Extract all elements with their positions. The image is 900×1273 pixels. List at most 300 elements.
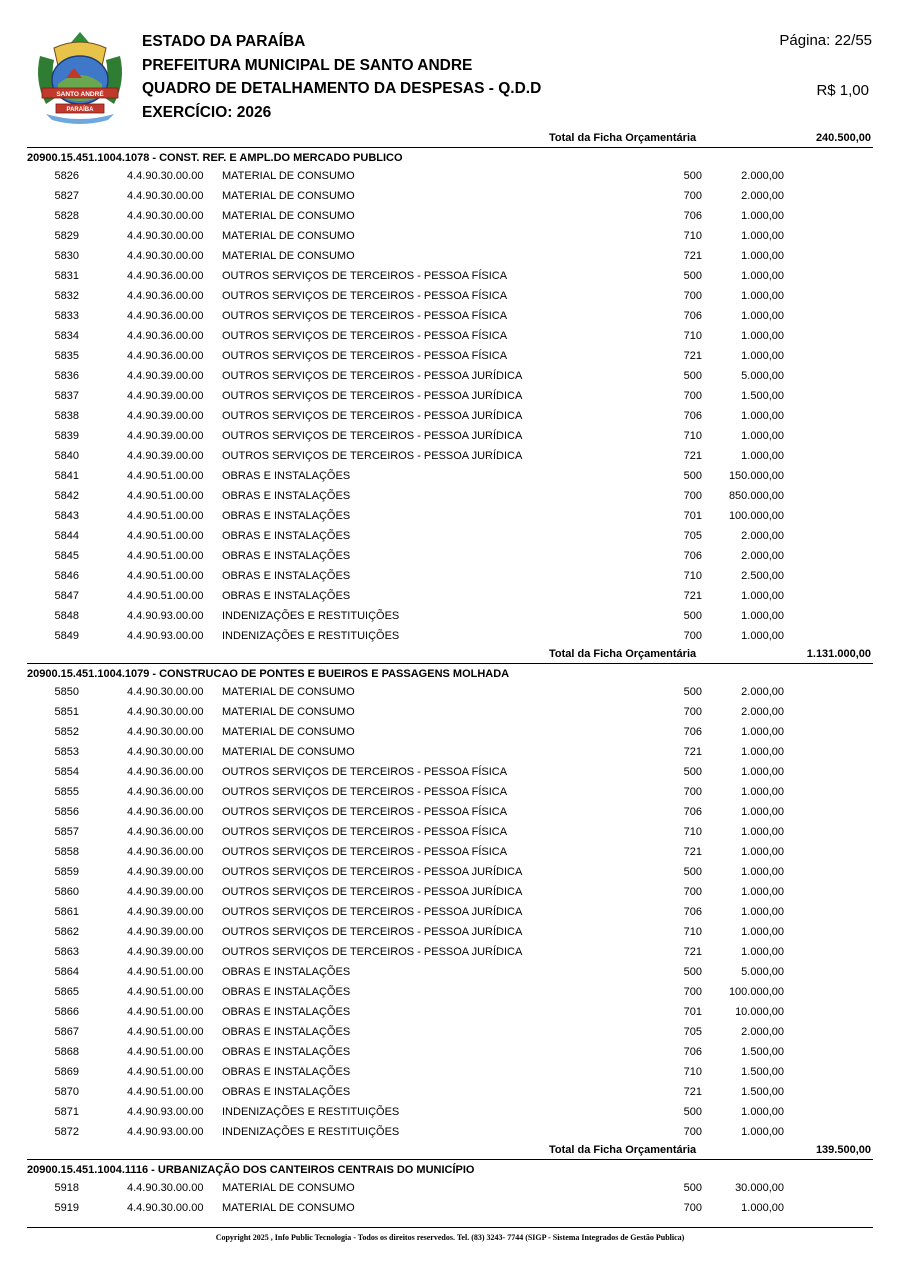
expense-description: OUTROS SERVIÇOS DE TERCEIROS - PESSOA JURÍDICA	[222, 866, 523, 878]
record-number: 5836	[54, 370, 79, 382]
expense-description: MATERIAL DE CONSUMO	[222, 230, 355, 242]
resource-source: 700	[683, 1202, 702, 1214]
amount-value: 1.000,00	[741, 1126, 784, 1138]
amount-value: 1.500,00	[741, 1066, 784, 1078]
table-row	[27, 446, 873, 466]
amount-value: 150.000,00	[728, 470, 784, 482]
table-row	[27, 962, 873, 982]
resource-source: 700	[683, 886, 702, 898]
amount-value: 1.000,00	[741, 726, 784, 738]
table-row	[27, 842, 873, 862]
record-number: 5850	[54, 686, 79, 698]
expense-code: 4.4.90.36.00.00	[127, 786, 204, 798]
amount-value: 1.000,00	[741, 1202, 784, 1214]
record-number: 5864	[54, 966, 79, 978]
table-row	[27, 942, 873, 962]
table-row	[27, 902, 873, 922]
total-label: Total da Ficha Orçamentária	[549, 132, 697, 144]
expense-code: 4.4.90.36.00.00	[127, 806, 204, 818]
expense-description: MATERIAL DE CONSUMO	[222, 210, 355, 222]
resource-source: 721	[683, 350, 702, 362]
amount-value: 1.000,00	[741, 410, 784, 422]
record-number: 5856	[54, 806, 79, 818]
section-header	[27, 664, 873, 682]
record-number: 5838	[54, 410, 79, 422]
amount-value: 1.000,00	[741, 766, 784, 778]
expense-code: 4.4.90.36.00.00	[127, 766, 204, 778]
currency-unit: R$ 1,00	[816, 82, 869, 99]
svg-text:PARAÍBA: PARAÍBA	[66, 107, 94, 113]
expense-code: 4.4.90.30.00.00	[127, 1182, 204, 1194]
expense-description: OBRAS E INSTALAÇÕES	[222, 590, 351, 602]
expense-description: OBRAS E INSTALAÇÕES	[222, 550, 351, 562]
expense-description: OUTROS SERVIÇOS DE TERCEIROS - PESSOA FÍSICA	[222, 766, 508, 778]
amount-value: 10.000,00	[735, 1006, 784, 1018]
resource-source: 706	[683, 310, 702, 322]
amount-value: 30.000,00	[735, 1182, 784, 1194]
record-number: 5843	[54, 510, 79, 522]
table-row	[27, 206, 873, 226]
table-row	[27, 466, 873, 486]
section-title: 20900.15.451.1004.1116 - URBANIZAÇÃO DOS CANTEIROS CENTRAIS DO MUNICÍPIO	[27, 1164, 475, 1176]
expense-description: OBRAS E INSTALAÇÕES	[222, 1066, 351, 1078]
record-number: 5861	[54, 906, 79, 918]
amount-value: 100.000,00	[728, 510, 784, 522]
amount-value: 1.500,00	[741, 390, 784, 402]
resource-source: 721	[683, 590, 702, 602]
record-number: 5870	[54, 1086, 79, 1098]
amount-value: 2.000,00	[741, 550, 784, 562]
resource-source: 500	[683, 270, 702, 282]
amount-value: 2.500,00	[741, 570, 784, 582]
record-number: 5831	[54, 270, 79, 282]
record-number: 5849	[54, 630, 79, 642]
expense-description: MATERIAL DE CONSUMO	[222, 686, 355, 698]
expense-code: 4.4.90.39.00.00	[127, 430, 204, 442]
section-header	[27, 1160, 873, 1178]
section-header	[27, 148, 873, 166]
expense-code: 4.4.90.39.00.00	[127, 370, 204, 382]
expense-description: OUTROS SERVIÇOS DE TERCEIROS - PESSOA JURÍDICA	[222, 906, 523, 918]
record-number: 5868	[54, 1046, 79, 1058]
table-row	[27, 286, 873, 306]
resource-source: 500	[683, 170, 702, 182]
resource-source: 706	[683, 726, 702, 738]
expense-description: OUTROS SERVIÇOS DE TERCEIROS - PESSOA JURÍDICA	[222, 430, 523, 442]
table-row	[27, 742, 873, 762]
resource-source: 706	[683, 410, 702, 422]
record-number: 5863	[54, 946, 79, 958]
table-row	[27, 682, 873, 702]
expense-description: OUTROS SERVIÇOS DE TERCEIROS - PESSOA JURÍDICA	[222, 926, 523, 938]
table-row	[27, 1082, 873, 1102]
amount-value: 1.000,00	[741, 886, 784, 898]
expense-description: OBRAS E INSTALAÇÕES	[222, 470, 351, 482]
expense-code: 4.4.90.30.00.00	[127, 746, 204, 758]
record-number: 5871	[54, 1106, 79, 1118]
expense-code: 4.4.90.30.00.00	[127, 726, 204, 738]
municipal-crest-logo	[28, 26, 132, 126]
expense-description: OBRAS E INSTALAÇÕES	[222, 966, 351, 978]
expense-description: INDENIZAÇÕES E RESTITUIÇÕES	[222, 1106, 400, 1118]
amount-value: 1.500,00	[741, 1086, 784, 1098]
amount-value: 1.000,00	[741, 350, 784, 362]
expense-description: OBRAS E INSTALAÇÕES	[222, 510, 351, 522]
expense-code: 4.4.90.36.00.00	[127, 290, 204, 302]
resource-source: 700	[683, 986, 702, 998]
table-row	[27, 366, 873, 386]
resource-source: 706	[683, 906, 702, 918]
resource-source: 721	[683, 250, 702, 262]
record-number: 5846	[54, 570, 79, 582]
amount-value: 2.000,00	[741, 170, 784, 182]
expense-code: 4.4.90.39.00.00	[127, 926, 204, 938]
resource-source: 701	[683, 1006, 702, 1018]
footer-divider	[27, 1227, 873, 1228]
section-title: 20900.15.451.1004.1079 - CONSTRUCAO DE PONTES E BUEIROS E PASSAGENS MOLHADA	[27, 668, 510, 680]
record-number: 5857	[54, 826, 79, 838]
report-title-block	[142, 30, 541, 124]
table-row	[27, 722, 873, 742]
amount-value: 1.000,00	[741, 866, 784, 878]
record-number: 5827	[54, 190, 79, 202]
resource-source: 706	[683, 806, 702, 818]
table-row	[27, 166, 873, 186]
expense-description: OBRAS E INSTALAÇÕES	[222, 570, 351, 582]
resource-source: 721	[683, 1086, 702, 1098]
expense-code: 4.4.90.39.00.00	[127, 946, 204, 958]
amount-value: 1.000,00	[741, 610, 784, 622]
footer-copyright: Copyright 2025 , Info Public Tecnologia - Todos os direitos reservedos. Tel. (83) 3243- 7744 (SIGP - Sistema Integrados de Gestão Publica)	[215, 1233, 685, 1242]
total-value: 139.500,00	[815, 1144, 871, 1156]
expense-description: OUTROS SERVIÇOS DE TERCEIROS - PESSOA FÍSICA	[222, 846, 508, 858]
record-number: 5834	[54, 330, 79, 342]
resource-source: 706	[683, 210, 702, 222]
amount-value: 1.000,00	[741, 786, 784, 798]
amount-value: 1.000,00	[741, 926, 784, 938]
table-row	[27, 1062, 873, 1082]
expense-code: 4.4.90.36.00.00	[127, 350, 204, 362]
amount-value: 850.000,00	[728, 490, 784, 502]
expense-description: MATERIAL DE CONSUMO	[222, 190, 355, 202]
table-row	[27, 1042, 873, 1062]
resource-source: 721	[683, 746, 702, 758]
amount-value: 1.000,00	[741, 210, 784, 222]
budget-detail-table	[27, 130, 873, 1218]
expense-code: 4.4.90.36.00.00	[127, 846, 204, 858]
expense-code: 4.4.90.30.00.00	[127, 170, 204, 182]
expense-description: OBRAS E INSTALAÇÕES	[222, 1086, 351, 1098]
expense-code: 4.4.90.51.00.00	[127, 966, 204, 978]
expense-description: INDENIZAÇÕES E RESTITUIÇÕES	[222, 630, 400, 642]
amount-value: 2.000,00	[741, 706, 784, 718]
expense-code: 4.4.90.36.00.00	[127, 330, 204, 342]
resource-source: 500	[683, 470, 702, 482]
amount-value: 1.000,00	[741, 310, 784, 322]
amount-value: 100.000,00	[728, 986, 784, 998]
record-number: 5867	[54, 1026, 79, 1038]
amount-value: 1.000,00	[741, 806, 784, 818]
record-number: 5866	[54, 1006, 79, 1018]
expense-code: 4.4.90.51.00.00	[127, 590, 204, 602]
resource-source: 710	[683, 826, 702, 838]
fiscal-year: EXERCÍCIO: 2026	[142, 103, 272, 121]
record-number: 5851	[54, 706, 79, 718]
total-label: Total da Ficha Orçamentária	[549, 648, 697, 660]
resource-source: 500	[683, 370, 702, 382]
expense-code: 4.4.90.39.00.00	[127, 866, 204, 878]
record-number: 5828	[54, 210, 79, 222]
resource-source: 700	[683, 490, 702, 502]
table-row	[27, 526, 873, 546]
table-row	[27, 702, 873, 722]
expense-description: OUTROS SERVIÇOS DE TERCEIROS - PESSOA JURÍDICA	[222, 390, 523, 402]
table-row	[27, 1102, 873, 1122]
amount-value: 5.000,00	[741, 966, 784, 978]
amount-value: 1.000,00	[741, 250, 784, 262]
table-row	[27, 246, 873, 266]
record-number: 5862	[54, 926, 79, 938]
budget-total-row	[27, 130, 873, 148]
table-row	[27, 862, 873, 882]
record-number: 5860	[54, 886, 79, 898]
expense-code: 4.4.90.51.00.00	[127, 1006, 204, 1018]
table-row	[27, 762, 873, 782]
resource-source: 705	[683, 530, 702, 542]
expense-description: OUTROS SERVIÇOS DE TERCEIROS - PESSOA FÍSICA	[222, 826, 508, 838]
resource-source: 700	[683, 630, 702, 642]
budget-total-row	[27, 1142, 873, 1160]
resource-source: 706	[683, 550, 702, 562]
resource-source: 700	[683, 786, 702, 798]
record-number: 5848	[54, 610, 79, 622]
table-row	[27, 546, 873, 566]
table-row	[27, 1002, 873, 1022]
amount-value: 1.000,00	[741, 746, 784, 758]
expense-code: 4.4.90.30.00.00	[127, 686, 204, 698]
table-row	[27, 586, 873, 606]
table-row	[27, 346, 873, 366]
resource-source: 700	[683, 190, 702, 202]
expense-description: OUTROS SERVIÇOS DE TERCEIROS - PESSOA JURÍDICA	[222, 450, 523, 462]
amount-value: 1.000,00	[741, 230, 784, 242]
expense-code: 4.4.90.51.00.00	[127, 570, 204, 582]
expense-description: OUTROS SERVIÇOS DE TERCEIROS - PESSOA FÍSICA	[222, 310, 508, 322]
svg-text:SANTO ANDRÉ: SANTO ANDRÉ	[56, 91, 104, 98]
expense-description: OUTROS SERVIÇOS DE TERCEIROS - PESSOA FÍSICA	[222, 330, 508, 342]
expense-description: MATERIAL DE CONSUMO	[222, 250, 355, 262]
amount-value: 5.000,00	[741, 370, 784, 382]
record-number: 5840	[54, 450, 79, 462]
expense-code: 4.4.90.93.00.00	[127, 1106, 204, 1118]
expense-description: OBRAS E INSTALAÇÕES	[222, 986, 351, 998]
amount-value: 1.000,00	[741, 290, 784, 302]
table-row	[27, 1198, 873, 1218]
expense-description: MATERIAL DE CONSUMO	[222, 746, 355, 758]
record-number: 5919	[54, 1202, 79, 1214]
resource-source: 705	[683, 1026, 702, 1038]
expense-code: 4.4.90.39.00.00	[127, 390, 204, 402]
amount-value: 2.000,00	[741, 190, 784, 202]
record-number: 5858	[54, 846, 79, 858]
expense-code: 4.4.90.51.00.00	[127, 550, 204, 562]
table-row	[27, 326, 873, 346]
resource-source: 721	[683, 846, 702, 858]
expense-code: 4.4.90.30.00.00	[127, 250, 204, 262]
total-value: 240.500,00	[815, 132, 871, 144]
record-number: 5852	[54, 726, 79, 738]
resource-source: 500	[683, 966, 702, 978]
expense-description: OUTROS SERVIÇOS DE TERCEIROS - PESSOA JURÍDICA	[222, 946, 523, 958]
amount-value: 1.000,00	[741, 270, 784, 282]
record-number: 5855	[54, 786, 79, 798]
expense-description: OBRAS E INSTALAÇÕES	[222, 530, 351, 542]
total-label: Total da Ficha Orçamentária	[549, 1144, 697, 1156]
expense-code: 4.4.90.51.00.00	[127, 490, 204, 502]
table-row	[27, 782, 873, 802]
amount-value: 1.500,00	[741, 1046, 784, 1058]
expense-description: MATERIAL DE CONSUMO	[222, 1182, 355, 1194]
amount-value: 1.000,00	[741, 846, 784, 858]
resource-source: 710	[683, 230, 702, 242]
record-number: 5841	[54, 470, 79, 482]
resource-source: 721	[683, 450, 702, 462]
expense-description: OUTROS SERVIÇOS DE TERCEIROS - PESSOA JURÍDICA	[222, 370, 523, 382]
expense-code: 4.4.90.39.00.00	[127, 410, 204, 422]
resource-source: 500	[683, 686, 702, 698]
expense-description: MATERIAL DE CONSUMO	[222, 170, 355, 182]
record-number: 5839	[54, 430, 79, 442]
resource-source: 700	[683, 706, 702, 718]
expense-code: 4.4.90.51.00.00	[127, 470, 204, 482]
expense-description: OBRAS E INSTALAÇÕES	[222, 1026, 351, 1038]
budget-total-row	[27, 646, 873, 664]
expense-code: 4.4.90.51.00.00	[127, 530, 204, 542]
resource-source: 710	[683, 570, 702, 582]
expense-code: 4.4.90.51.00.00	[127, 1046, 204, 1058]
expense-description: OBRAS E INSTALAÇÕES	[222, 490, 351, 502]
amount-value: 2.000,00	[741, 686, 784, 698]
resource-source: 710	[683, 926, 702, 938]
table-row	[27, 406, 873, 426]
record-number: 5844	[54, 530, 79, 542]
expense-description: OUTROS SERVIÇOS DE TERCEIROS - PESSOA FÍSICA	[222, 270, 508, 282]
record-number: 5869	[54, 1066, 79, 1078]
table-row	[27, 186, 873, 206]
resource-source: 700	[683, 290, 702, 302]
table-row	[27, 426, 873, 446]
resource-source: 500	[683, 1182, 702, 1194]
expense-code: 4.4.90.93.00.00	[127, 610, 204, 622]
table-row	[27, 386, 873, 406]
expense-description: MATERIAL DE CONSUMO	[222, 706, 355, 718]
amount-value: 1.000,00	[741, 630, 784, 642]
expense-description: INDENIZAÇÕES E RESTITUIÇÕES	[222, 1126, 400, 1138]
resource-source: 500	[683, 866, 702, 878]
amount-value: 1.000,00	[741, 330, 784, 342]
expense-code: 4.4.90.30.00.00	[127, 210, 204, 222]
amount-value: 1.000,00	[741, 590, 784, 602]
expense-code: 4.4.90.51.00.00	[127, 510, 204, 522]
expense-description: MATERIAL DE CONSUMO	[222, 1202, 355, 1214]
resource-source: 700	[683, 1126, 702, 1138]
amount-value: 1.000,00	[741, 946, 784, 958]
amount-value: 1.000,00	[741, 430, 784, 442]
record-number: 5826	[54, 170, 79, 182]
resource-source: 701	[683, 510, 702, 522]
record-number: 5845	[54, 550, 79, 562]
expense-code: 4.4.90.36.00.00	[127, 826, 204, 838]
table-row	[27, 266, 873, 286]
table-row	[27, 1178, 873, 1198]
page-header	[0, 0, 900, 130]
expense-description: OUTROS SERVIÇOS DE TERCEIROS - PESSOA FÍSICA	[222, 350, 508, 362]
table-row	[27, 982, 873, 1002]
expense-code: 4.4.90.30.00.00	[127, 706, 204, 718]
table-row	[27, 606, 873, 626]
resource-source: 710	[683, 330, 702, 342]
state-name: ESTADO DA PARAÍBA	[142, 33, 306, 50]
resource-source: 710	[683, 430, 702, 442]
record-number: 5918	[54, 1182, 79, 1194]
record-number: 5842	[54, 490, 79, 502]
resource-source: 700	[683, 390, 702, 402]
record-number: 5854	[54, 766, 79, 778]
table-row	[27, 306, 873, 326]
expense-description: OUTROS SERVIÇOS DE TERCEIROS - PESSOA FÍSICA	[222, 290, 508, 302]
expense-code: 4.4.90.51.00.00	[127, 1066, 204, 1078]
table-row	[27, 882, 873, 902]
expense-code: 4.4.90.51.00.00	[127, 986, 204, 998]
record-number: 5859	[54, 866, 79, 878]
resource-source: 706	[683, 1046, 702, 1058]
record-number: 5837	[54, 390, 79, 402]
expense-code: 4.4.90.36.00.00	[127, 310, 204, 322]
section-title: 20900.15.451.1004.1078 - CONST. REF. E AMPL.DO MERCADO PUBLICO	[27, 152, 403, 164]
amount-value: 1.000,00	[741, 906, 784, 918]
resource-source: 500	[683, 610, 702, 622]
expense-description: OBRAS E INSTALAÇÕES	[222, 1046, 351, 1058]
record-number: 5832	[54, 290, 79, 302]
resource-source: 710	[683, 1066, 702, 1078]
table-row	[27, 822, 873, 842]
record-number: 5872	[54, 1126, 79, 1138]
amount-value: 1.000,00	[741, 1106, 784, 1118]
expense-code: 4.4.90.30.00.00	[127, 230, 204, 242]
expense-code: 4.4.90.30.00.00	[127, 190, 204, 202]
table-row	[27, 506, 873, 526]
report-title: QUADRO DE DETALHAMENTO DA DESPESAS - Q.D.D	[142, 80, 542, 97]
record-number: 5865	[54, 986, 79, 998]
expense-code: 4.4.90.93.00.00	[127, 630, 204, 642]
expense-description: OUTROS SERVIÇOS DE TERCEIROS - PESSOA JURÍDICA	[222, 410, 523, 422]
expense-description: OUTROS SERVIÇOS DE TERCEIROS - PESSOA FÍSICA	[222, 806, 508, 818]
amount-value: 2.000,00	[741, 530, 784, 542]
expense-description: OBRAS E INSTALAÇÕES	[222, 1006, 351, 1018]
table-row	[27, 226, 873, 246]
resource-source: 500	[683, 766, 702, 778]
expense-code: 4.4.90.51.00.00	[127, 1086, 204, 1098]
table-row	[27, 486, 873, 506]
total-value: 1.131.000,00	[806, 648, 871, 660]
expense-code: 4.4.90.30.00.00	[127, 1202, 204, 1214]
table-row	[27, 1022, 873, 1042]
table-row	[27, 566, 873, 586]
expense-description: MATERIAL DE CONSUMO	[222, 726, 355, 738]
record-number: 5835	[54, 350, 79, 362]
record-number: 5833	[54, 310, 79, 322]
table-row	[27, 1122, 873, 1142]
